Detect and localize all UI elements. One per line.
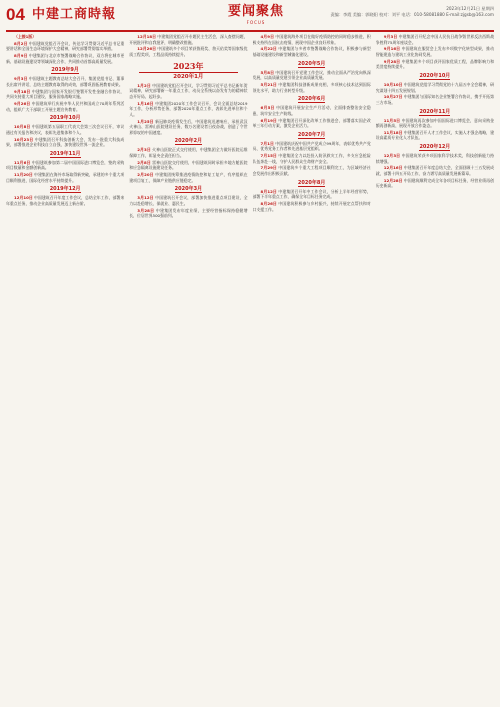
section-title-en: FOCUS xyxy=(246,20,266,25)
chronicle-entry xyxy=(376,118,494,129)
entry-text: 中国建筑党组学习贯彻党的十九届五中全会精神，研究谋划十四五发展规划。 xyxy=(375,81,494,93)
chronicle-entry xyxy=(129,119,247,136)
entry-text: 中国建筑在服贸会上发布多项数字化转型成果，推动智能建造与建筑工业化协同发展。 xyxy=(375,46,494,57)
entry-date: 6月5日 xyxy=(260,105,275,111)
paper-name: 中建工商時報 xyxy=(32,7,117,22)
entry-date: 2月3日 xyxy=(137,147,151,153)
entry-date: 12月10日 xyxy=(14,195,33,201)
entry-text: 新冠肺炎疫情发生后，中国建筑迅速响应，承担武汉火神山、雷神山医院建设任务，数万名建设者日夜奋战，创造了令世界惊叹的中国速度。 xyxy=(129,118,248,135)
entry-text: 中建集团与国家开发银行签署开发性金融合作协议，共同支持重大项目建设，服务国家战略实施。 xyxy=(6,88,125,100)
entry-text: 中建集团2020年工作会议召开，会议全面总结2019年工作，分析形势任务，部署2020年重点工作，表彰先进单位和个人。 xyxy=(129,100,248,117)
entry-text: 中建集团召开纪念中国人民抗日战争暨世界反法西斯战争胜利75周年座谈会。 xyxy=(375,34,494,45)
entry-text: 中国建筑召开党建工作会议，推动全面从严治党向纵深发展，以高质量党建引领企业高质量发展。 xyxy=(252,69,371,81)
chronicle-entry xyxy=(129,172,247,183)
entry-text: 中国建筑海外项目在做好疫情防控的同时稳步推进，积极支持所在国抗击疫情，展现中国企业良好形象。 xyxy=(252,34,371,45)
chronicle-entry xyxy=(6,195,124,206)
entry-text: 中国建筑开展安全生产月活动，全面排查整治安全隐患，筑牢安全生产防线。 xyxy=(252,105,371,116)
month-heading xyxy=(253,132,371,139)
entry-date: 9月26日 xyxy=(14,101,31,107)
text-column xyxy=(6,34,124,703)
entry-text: 中建集团与北京市签署战略合作协议，双方将在城市更新、基础设施建设等领域深化合作，共同推动首都高质量发展。 xyxy=(6,53,125,64)
entry-date: 11月18日 xyxy=(383,129,403,135)
entry-date: 12月3日 xyxy=(383,153,401,159)
chronicle-entry xyxy=(253,118,371,129)
entry-text: 中建集团科技创新成果亮相，多项核心技术达到国际领先水平，助力行业转型升级。 xyxy=(252,81,371,93)
chronicle-entry xyxy=(6,124,124,135)
chronicle-entry xyxy=(129,195,247,206)
chronicle-entry xyxy=(253,153,371,164)
chronicle-entry xyxy=(253,141,371,152)
entry-date: （上接1版） xyxy=(14,34,37,39)
entry-date: 10月23日 xyxy=(14,136,34,142)
month-heading xyxy=(6,115,124,122)
year-heading-title: 2023年 xyxy=(173,60,204,71)
month-heading-text: 2019年11月 xyxy=(49,150,81,157)
chronicle-entry xyxy=(376,46,494,57)
entry-text: 中建集团发布年度业绩，主要经营指标保持稳健增长，位居世界500强前列。 xyxy=(129,207,248,219)
entry-text: 中国建筑举行庆祝中华人民共和国成立70周年系列活动，组织广大干部职工开展主题宣传教育。 xyxy=(6,101,125,112)
masthead xyxy=(6,4,494,32)
entry-date: 9月16日 xyxy=(383,46,401,52)
entry-text: 中国建筑多个项目荣获鲁班奖、詹天佑奖等国家级优质工程奖项，工程品质持续提升。 xyxy=(129,46,248,57)
chronicle-entry xyxy=(253,165,371,176)
entry-date: 12月28日 xyxy=(383,177,403,183)
chronicle-entry xyxy=(6,53,124,64)
entry-date: 11月6日 xyxy=(14,159,31,165)
entry-text: 中建集团召开深化改革工作推进会，部署落实国企改革三年行动方案，激发企业活力。 xyxy=(252,117,371,129)
entry-date: 8月9日 xyxy=(14,53,28,59)
month-heading xyxy=(253,61,371,68)
entry-text: 中国建筑党组召开会议，学习贯彻习近平总书记新年贺词精神，研究部署新一年重点工作，动员全系统以奋发有为的精神状态开好局、起好步。 xyxy=(129,82,248,99)
entry-date: 9月3日 xyxy=(14,76,28,82)
chronicle-entry xyxy=(6,89,124,100)
page-number: 04 xyxy=(6,5,25,24)
entry-text: 中建集团与多省市签署战略合作协议，积极参与新型基础设施建设和新型城镇化建设。 xyxy=(252,46,371,57)
entry-date: 12月16日 xyxy=(383,165,403,171)
entry-date: 10月27日 xyxy=(383,94,403,100)
entry-date: 2月20日 xyxy=(137,172,154,178)
entry-text: 中建集团在海外市场取得新突破，承建的多个重大项目顺利推进，国际化经营水平持续提升。 xyxy=(6,172,125,183)
chronicle-entry xyxy=(253,201,371,212)
month-heading-text: 2020年3月 xyxy=(174,186,203,193)
month-heading xyxy=(129,138,247,145)
entry-date: 5月8日 xyxy=(260,69,275,75)
entry-date: 1月16日 xyxy=(137,100,154,106)
entry-text: 中国建筑多个重大工程项目顺利完工，为区域经济社会发展作出积极贡献。 xyxy=(252,165,371,177)
entry-date: 1月2日 xyxy=(137,82,151,88)
month-heading-text: 2020年6月 xyxy=(297,96,326,103)
month-heading xyxy=(6,151,124,158)
entry-date: 8月26日 xyxy=(260,201,277,206)
chronicle-entry xyxy=(6,41,124,52)
entry-text: 中建集团召开年中工作会议，分析上半年经营形势，部署下半年重点工作，确保全年目标任务完成。 xyxy=(252,188,371,200)
month-heading-text: 2020年7月 xyxy=(297,131,326,138)
month-heading-text: 2020年10月 xyxy=(419,72,451,79)
entry-date: 1月25日 xyxy=(137,118,154,124)
year-heading xyxy=(129,61,247,81)
section-title-cn: 要闻聚焦 xyxy=(228,4,285,19)
entry-date: 3月12日 xyxy=(137,195,154,201)
entry-text: 中国建筑党组召开会议，传达学习贯彻习近平总书记重要讲话和全国生态环境保护大会精神，研究部署贯彻落实举措。 xyxy=(6,40,125,52)
entry-date: 8月2日 xyxy=(14,40,28,46)
chronicle-entry xyxy=(6,76,124,87)
entry-text: 中国建筑召开年度工作会议，总结全年工作，部署来年重点任务，推动企业高质量发展迈上新台阶。 xyxy=(6,195,125,206)
chronicle-entry xyxy=(129,34,247,45)
entry-date: 9月18日 xyxy=(14,88,31,94)
chronicle-entry xyxy=(6,34,124,40)
entry-date: 12月18日 xyxy=(137,34,156,39)
chronicle-entry xyxy=(376,34,494,45)
month-heading xyxy=(376,109,494,116)
chronicle-entry xyxy=(129,83,247,100)
entry-date: 2月8日 xyxy=(137,159,151,165)
entry-date: 8月12日 xyxy=(260,188,277,194)
chronicle-entry xyxy=(376,59,494,70)
month-heading xyxy=(376,144,494,151)
chronicle-entry xyxy=(253,105,371,116)
month-heading-text: 2020年12月 xyxy=(419,144,451,151)
chronicle-entry xyxy=(129,160,247,171)
month-heading xyxy=(6,186,124,193)
date-line: 2023年12月21日 星期四 xyxy=(446,6,494,11)
entry-date: 4月9日 xyxy=(260,34,275,39)
chronicle-entry xyxy=(253,82,371,93)
month-heading-text: 2020年8月 xyxy=(297,179,326,186)
article-columns xyxy=(6,34,494,703)
month-heading-text: 2019年12月 xyxy=(49,186,81,193)
entry-text: 雷神山医院交付使用，中国建筑同时承担多地方舱医院和应急隔离设施建设任务。 xyxy=(129,159,248,171)
entry-text: 中国建筑庆祝中国共产党成立99周年，表彰优秀共产党员、优秀党务工作者和先进基层党组织。 xyxy=(252,140,371,152)
chronicle-entry xyxy=(376,130,494,141)
editor-line: 责编：李霞 美编：郭晓阳 校对：刘平 电话：010-58081880 E-mail:zjgsb@163.com xyxy=(330,12,494,17)
entry-date: 10月8日 xyxy=(14,124,31,130)
chronicle-entry xyxy=(6,137,124,148)
entry-date: 10月10日 xyxy=(383,81,403,87)
heading-rule xyxy=(139,72,237,73)
entry-text: 中国建筑参加第二届中国国际进口博览会，签约采购项目数量和金额创新高。 xyxy=(6,159,125,171)
chronicle-entry xyxy=(129,208,247,219)
entry-date: 7月1日 xyxy=(260,140,274,146)
chronicle-entry xyxy=(376,94,494,105)
chronicle-entry xyxy=(376,153,494,164)
entry-text: 火神山医院正式交付使用，中建集团全力做好医院运维保障工作，彰显央企责任担当。 xyxy=(129,147,248,158)
text-column xyxy=(376,34,494,703)
entry-text: 中建集团多个项目获评国家优质工程，品牌影响力和美誉度持续提升。 xyxy=(375,58,494,70)
month-heading xyxy=(129,186,247,193)
entry-date: 11月5日 xyxy=(383,117,401,123)
month-heading-text: 2020年5月 xyxy=(297,60,326,67)
section-title xyxy=(228,4,284,25)
entry-text: 中国建筑顺利完成全年各项目标任务，经营业绩再创历史新高。 xyxy=(375,177,494,189)
entry-date: 5月21日 xyxy=(260,81,277,87)
entry-text: 中建集团召开人才工作会议，实施人才强企战略，建设高素质专业化人才队伍。 xyxy=(375,129,494,141)
month-heading xyxy=(6,67,124,74)
entry-text: 中国建筑第五届职工代表大会第三次会议召开，审议通过有关报告和决议，表彰先进集体和个人。 xyxy=(6,124,125,135)
month-heading-text: 2019年10月 xyxy=(49,115,81,122)
entry-text: 中国建筑主题教育总结大会召开，集团党组书记、董事长出席并讲话，总结主题教育取得的成效，部署巩固拓展教育成果。 xyxy=(6,76,125,87)
month-heading-text: 2020年2月 xyxy=(174,138,203,145)
text-column xyxy=(129,34,247,703)
entry-text: 中建集团与国际知名企业签署合作协议，携手开拓第三方市场。 xyxy=(375,94,494,105)
month-heading xyxy=(376,73,494,80)
chronicle-entry xyxy=(253,70,371,81)
entry-text: 中国建筑积极参与乡村振兴，持续开展定点帮扶和对口支援工作。 xyxy=(252,201,371,212)
chronicle-entry xyxy=(129,101,247,118)
chronicle-entry xyxy=(376,165,494,176)
chronicle-entry xyxy=(253,34,371,45)
entry-date: 7月29日 xyxy=(260,165,277,171)
entry-text: 中国建筑荣获多项国家科学技术奖，科技创新能力持续增强。 xyxy=(375,153,494,164)
entry-text: 中建集团党组召开专题民主生活会，深入查摆问题，开展批评和自我批评，明确整改措施。 xyxy=(129,34,248,45)
entry-date: 9月28日 xyxy=(383,58,401,64)
chronicle-entry xyxy=(6,172,124,183)
month-heading xyxy=(253,180,371,187)
chronicle-entry xyxy=(376,178,494,189)
entry-text: 中建集团全力以赴投入防汛救灾工作，多支应急抢险队伍奔赴一线，守护人民群众生命财产安全。 xyxy=(252,153,371,164)
year-heading-sub: 2020年1月 xyxy=(173,73,204,80)
chronicle-entry xyxy=(6,101,124,112)
entry-date: 6月19日 xyxy=(260,117,277,123)
entry-text: 中国建筑再次参加中国国际进口博览会，意向采购金额再创新高，展现开放合作姿态。 xyxy=(375,117,494,129)
masthead-meta xyxy=(330,6,494,18)
entry-date: 7月15日 xyxy=(260,153,277,159)
entry-date: 4月22日 xyxy=(260,46,277,52)
entry-date: 11月20日 xyxy=(14,172,33,178)
month-heading-text: 2019年9月 xyxy=(51,67,79,74)
entry-text: 中国建筑召开会议，部署加快推进重点项目建设，全力以赴稳增长、保就业、惠民生。 xyxy=(129,195,248,206)
chronicle-entry xyxy=(253,189,371,200)
entry-text: 中建集团召开科技创新大会，发布一批重大科技成果，部署推进企业科技自立自强，加快建设世界一流企业。 xyxy=(6,136,125,148)
chronicle-entry xyxy=(129,147,247,158)
chronicle-entry xyxy=(6,160,124,171)
entry-text: 中建集团统筹推进疫情防控和复工复产，有序组织在建项目复工，保障产业链供应链稳定。 xyxy=(129,172,248,183)
entry-text: 中建集团召开年度总结大会，全面回顾十三五发展成就，部署十四五开局工作，奋力谱写高质量发展新篇章。 xyxy=(375,165,494,177)
entry-date: 3月28日 xyxy=(137,207,155,213)
month-heading-text: 2020年11月 xyxy=(419,108,451,115)
chronicle-entry xyxy=(376,82,494,93)
text-column xyxy=(253,34,371,703)
entry-date: 12月26日 xyxy=(137,46,156,52)
month-heading xyxy=(253,96,371,103)
entry-date: 9月3日 xyxy=(383,34,398,39)
chronicle-entry xyxy=(253,46,371,57)
chronicle-entry xyxy=(129,46,247,57)
